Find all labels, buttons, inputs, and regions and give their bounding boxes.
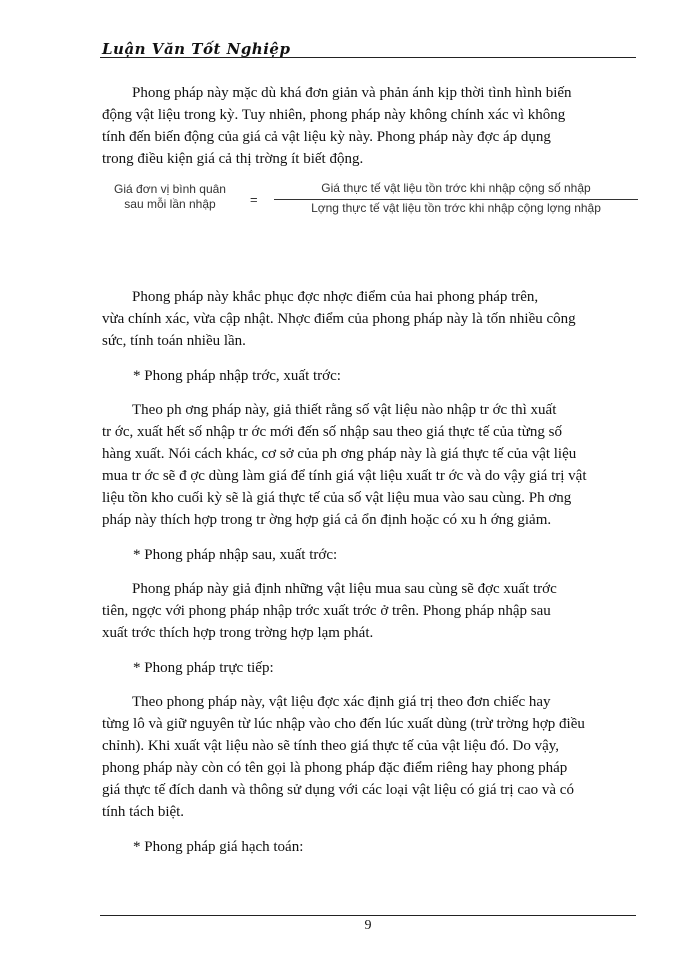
text-line: giá thực tế đích danh và thông sử dụng với các loại vật liệu có giá trị cao và có: [102, 782, 574, 798]
text-line: từng lô và giữ nguyên từ lúc nhập vào cho đến lúc xuất dùng (trừ trờng hợp điều: [102, 716, 585, 732]
average-price-formula: [100, 180, 640, 240]
text-line: Phong pháp này mặc dù khá đơn giản và phản ánh kịp thời tình hình biến: [132, 85, 572, 101]
section-heading: * Phong pháp giá hạch toán:: [133, 839, 304, 855]
paragraph-2: [102, 286, 636, 352]
text-line: phong pháp này còn có tên gọi là phong pháp đặc điểm riêng hay phong pháp: [102, 760, 568, 776]
text-line: Phong pháp này giả định những vật liệu mua sau cùng sẽ đợc xuất trớc: [132, 581, 557, 597]
formula-numerator: Giá thực tế vật liệu tồn trớc khi nhập cộng số nhập: [321, 181, 591, 195]
text-line: hàng xuất. Nói cách khác, cơ sở của ph ơng pháp này là giá thực tế của vật liệu: [102, 446, 577, 462]
running-header: Luận Văn Tốt Nghiệp: [102, 40, 291, 58]
paragraph-4: [102, 578, 636, 644]
text-line: tính đến biến động của giá cả vật liệu kỳ này. Phong pháp này đợc áp dụng: [102, 129, 551, 145]
page-number: 9: [364, 918, 372, 933]
text-line: vừa chính xác, vừa cập nhật. Nhợc điểm của phong pháp này là tốn nhiều công: [102, 311, 576, 327]
formula-left-side: [100, 182, 240, 212]
text-line: Phong pháp này khắc phục đợc nhợc điểm của hai phong pháp trên,: [132, 289, 539, 305]
text-line: pháp này thích hợp trong tr ờng hợp giá cả ổn định hoặc có xu h ớng giảm.: [102, 512, 552, 528]
paragraph-3: [102, 399, 636, 531]
text-line: trong điều kiện giá cả thị trờng ít biết động.: [102, 151, 364, 167]
formula-left-line: sau mỗi lần nhập: [124, 197, 216, 211]
formula-left-line: Giá đơn vị bình quân: [114, 182, 226, 196]
text-line: mua tr ớc sẽ đ ợc dùng làm giá để tính giá vật liệu xuất tr ớc và do vậy giá trị vật: [102, 468, 587, 484]
formula-equals: =: [250, 192, 258, 207]
text-line: chỉnh). Khi xuất vật liệu nào sẽ tính theo giá thực tế của vật liệu đó. Do vậy,: [102, 738, 560, 754]
paragraph-5: [102, 691, 636, 823]
text-line: tr ớc, xuất hết số nhập tr ớc mới đến số nhập sau theo giá thực tế của từng số: [102, 424, 562, 440]
fraction-bar: [274, 199, 638, 200]
text-line: Theo ph ơng pháp này, giả thiết rằng số vật liệu nào nhập tr ớc thì xuất: [132, 402, 557, 418]
section-heading: * Phong pháp nhập trớc, xuất trớc:: [133, 368, 341, 384]
paragraph-1: [102, 82, 636, 170]
text-line: liệu tồn kho cuối kỳ sẽ là giá thực tế của số vật liệu mua vào sau cùng. Ph ơng: [102, 490, 572, 506]
text-line: động vật liệu trong kỳ. Tuy nhiên, phong pháp này không chính xác vì không: [102, 107, 566, 123]
formula-denominator: Lợng thực tế vật liệu tồn trớc khi nhập cộng lợng nhập: [311, 201, 601, 215]
footer-divider: [100, 915, 636, 916]
text-line: sức, tính toán nhiều lần.: [102, 333, 246, 349]
text-line: tiên, ngợc với phong pháp nhập trớc xuất trớc ở trên. Phong pháp nhập sau: [102, 603, 551, 619]
section-heading: * Phong pháp nhập sau, xuất trớc:: [133, 547, 338, 563]
header-divider: [100, 57, 636, 58]
text-line: xuất trớc thích hợp trong trờng hợp lạm phát.: [102, 625, 374, 641]
section-heading: * Phong pháp trực tiếp:: [133, 660, 274, 676]
text-line: Theo phong pháp này, vật liệu đợc xác định giá trị theo đơn chiếc hay: [132, 694, 551, 710]
text-line: tính tách biệt.: [102, 804, 185, 820]
